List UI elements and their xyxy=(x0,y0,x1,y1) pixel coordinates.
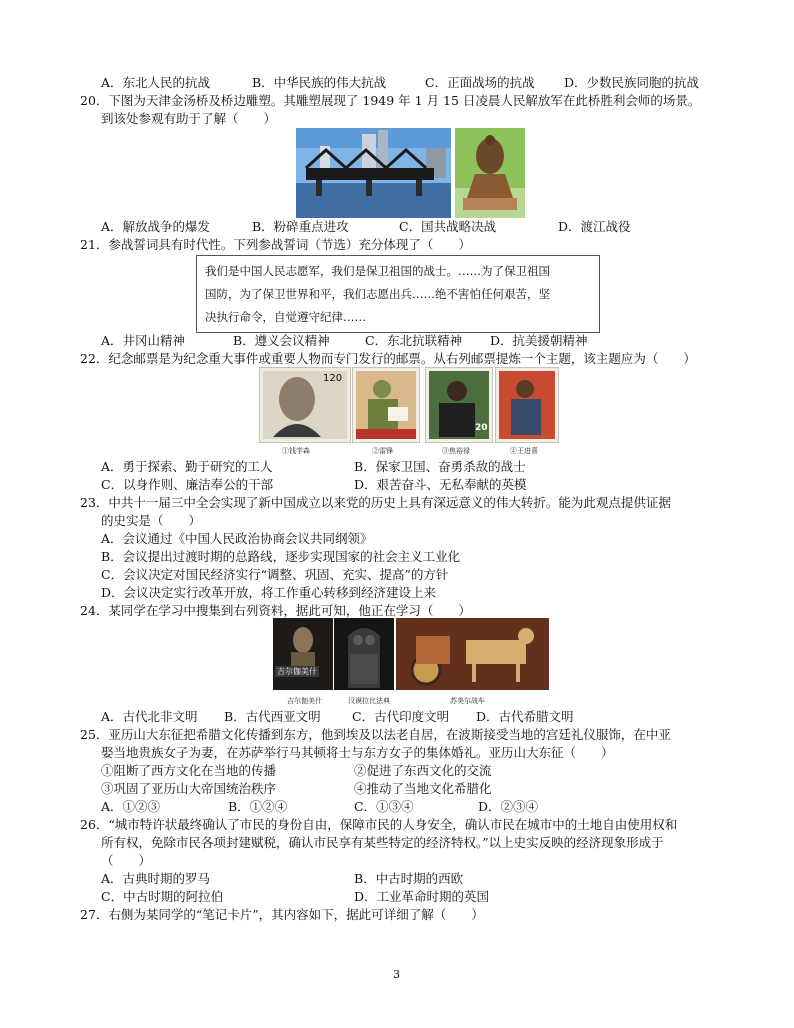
q19-option-b: B．中华民族的伟大抗战 xyxy=(252,75,387,90)
q23-stem-line2: 的史实是（ ） xyxy=(101,513,202,528)
q26-stem-line1: 26．“城市特许状最终确认了市民的身份自由，保障市民的人身安全，确认市民在城市中的土地自由使用权和 xyxy=(80,817,678,832)
q21-quote-line3: 决执行命令，自觉遵守纪律…… xyxy=(205,310,366,324)
q25-option-c: C．①③④ xyxy=(354,799,414,814)
q25-items-row1 xyxy=(0,762,794,780)
q21-option-a: A．井冈山精神 xyxy=(101,333,186,348)
q24-caption-2: 汉谟拉比法典 xyxy=(348,697,390,705)
q19-option-c: C．正面战场的抗战 xyxy=(425,75,535,90)
q25-stem-line2: 娶当地贵族女子为妻，在苏萨举行马其顿将士与东方女子的集体婚礼。亚历山大东征（ ） xyxy=(101,745,614,760)
q21-options xyxy=(0,332,794,350)
stamp-wang-jinxi xyxy=(495,367,559,443)
q24-option-a: A．古代北非文明 xyxy=(101,709,198,724)
q24-option-b: B．古代西亚文明 xyxy=(224,709,321,724)
q25-items-row2 xyxy=(0,780,794,798)
q19-options xyxy=(0,74,794,92)
q23-stem-line1: 23．中共十一届三中全会实现了新中国成立以来党的历史上具有深远意义的伟大转折。能为此观点提供证据 xyxy=(80,495,671,510)
q20-stem-line2: 到该处参观有助于了解（ ） xyxy=(101,111,277,126)
page-number: 3 xyxy=(393,968,400,981)
q22-options-row1 xyxy=(0,458,794,476)
q26-option-d: D．工业革命时期的英国 xyxy=(354,889,490,904)
q25-item-1: ①阻断了西方文化在当地的传播 xyxy=(101,763,277,778)
stamp-caption-1: ①钱学森 xyxy=(282,447,310,455)
q23-option-d: D．会议决定实行改革开放，将工作重心转移到经济建设上来 xyxy=(101,585,437,600)
q20-options xyxy=(0,218,794,236)
q25-option-d: D．②③④ xyxy=(478,799,539,814)
gilgamesh-image xyxy=(273,618,333,690)
q20-stem-line1: 20．下图为天津金汤桥及桥边雕塑。其雕塑展现了 1949 年 1 月 15 日凌晨人民解放军在此桥胜利会师的场景。 xyxy=(80,93,701,108)
q26-stem-line2: 所有权，免除市民各项封建赋税，确认市民享有某些特定的经济特权。”以上史实反映的经济现象形成于 xyxy=(101,835,664,850)
q21-stem: 21．参战誓词具有时代性。下列参战誓词（节选）充分体现了（ ） xyxy=(80,237,471,252)
q20-option-a: A．解放战争的爆发 xyxy=(101,219,211,234)
q20-option-d: D．渡江战役 xyxy=(558,219,631,234)
stamp-qian-xuesen xyxy=(259,367,351,443)
stamp-caption-4: ④王进喜 xyxy=(510,447,538,455)
q23-option-a: A．会议通过《中国人民政治协商会议共同纲领》 xyxy=(101,531,373,546)
q19-option-d: D．少数民族同胞的抗战 xyxy=(564,75,700,90)
q21-option-b: B．遵义会议精神 xyxy=(233,333,330,348)
q24-options xyxy=(0,708,794,726)
q21-quote-line1: 我们是中国人民志愿军，我们是保卫祖国的战士。……为了保卫祖国 xyxy=(205,264,550,278)
gilgamesh-label: 吉尔伽美什 xyxy=(277,667,317,676)
q26-stem-line3: （ ） xyxy=(101,853,152,868)
q19-option-a: A．东北人民的抗战 xyxy=(101,75,211,90)
jintang-bridge-photo xyxy=(296,128,451,218)
q22-option-c: C．以身作则、廉洁奉公的干部 xyxy=(101,477,274,492)
q25-option-b: B．①②④ xyxy=(228,799,288,814)
q25-item-3: ③巩固了亚历山大帝国统治秩序 xyxy=(101,781,277,796)
q25-item-2: ②促进了东西文化的交流 xyxy=(354,763,492,778)
q20-option-c: C．国共战略决战 xyxy=(399,219,497,234)
q22-option-d: D．艰苦奋斗、无私奉献的英模 xyxy=(354,477,527,492)
stamp-caption-2: ②雷锋 xyxy=(372,447,393,455)
stamp-caption-3: ③焦裕禄 xyxy=(442,447,470,455)
q24-caption-1: 吉尔伽美什 xyxy=(287,697,322,705)
q25-option-a: A．①②③ xyxy=(101,799,161,814)
q24-caption-3: 苏美尔战车 xyxy=(450,697,485,705)
q27-stem: 27．右侧为某同学的“笔记卡片”，其内容如下，据此可详细了解（ ） xyxy=(80,907,484,922)
q26-option-a: A．古典时期的罗马 xyxy=(101,871,211,886)
q25-stem-line1: 25．亚历山大东征把希腊文化传播到东方，他到埃及以法老自居，在波斯接受当地的宫廷礼仪服饰，在中亚 xyxy=(80,727,671,742)
q26-options-row1 xyxy=(0,870,794,888)
q21-option-d: D．抗美援朝精神 xyxy=(490,333,588,348)
q25-options xyxy=(0,798,794,816)
q24-stem: 24．某同学在学习中搜集到右列资料，据此可知，他正在学习（ ） xyxy=(80,603,471,618)
q26-options-row2 xyxy=(0,888,794,906)
q24-option-d: D．古代希腊文明 xyxy=(476,709,574,724)
q23-option-b: B．会议提出过渡时期的总路线，逐步实现国家的社会主义工业化 xyxy=(101,549,461,564)
q21-quote-line2: 国防，为了保卫世界和平，我们志愿出兵……绝不害怕任何艰苦，坚 xyxy=(205,287,550,301)
q23-option-c: C．会议决定对国民经济实行“调整、巩固、充实、提高”的方针 xyxy=(101,567,449,582)
sumerian-chariot-image xyxy=(396,618,549,690)
q21-option-c: C．东北抗联精神 xyxy=(365,333,463,348)
q22-option-a: A．勇于探索、勤于研究的工人 xyxy=(101,459,273,474)
q21-oath-quote xyxy=(196,255,600,333)
hammurabi-code-image xyxy=(334,618,394,690)
q24-option-c: C．古代印度文明 xyxy=(352,709,450,724)
stamp-lei-feng xyxy=(352,367,420,443)
q22-stem: 22．纪念邮票是为纪念重大事件或重要人物而专门发行的邮票。从右列邮票提炼一个主题，该主题应为（ ） xyxy=(80,351,696,366)
q22-options-row2 xyxy=(0,476,794,494)
stamp-value-20: 20 xyxy=(475,423,488,433)
q25-item-4: ④推动了当地文化希腊化 xyxy=(354,781,492,796)
stamp-value-120: 120 xyxy=(323,373,343,384)
victory-sculpture-photo xyxy=(455,128,525,218)
q22-option-b: B．保家卫国、奋勇杀敌的战士 xyxy=(354,459,526,474)
stamp-jiao-yulu xyxy=(425,367,493,443)
q26-option-b: B．中古时期的西欧 xyxy=(354,871,464,886)
q20-option-b: B．粉碎重点进攻 xyxy=(252,219,349,234)
q26-option-c: C．中古时期的阿拉伯 xyxy=(101,889,224,904)
